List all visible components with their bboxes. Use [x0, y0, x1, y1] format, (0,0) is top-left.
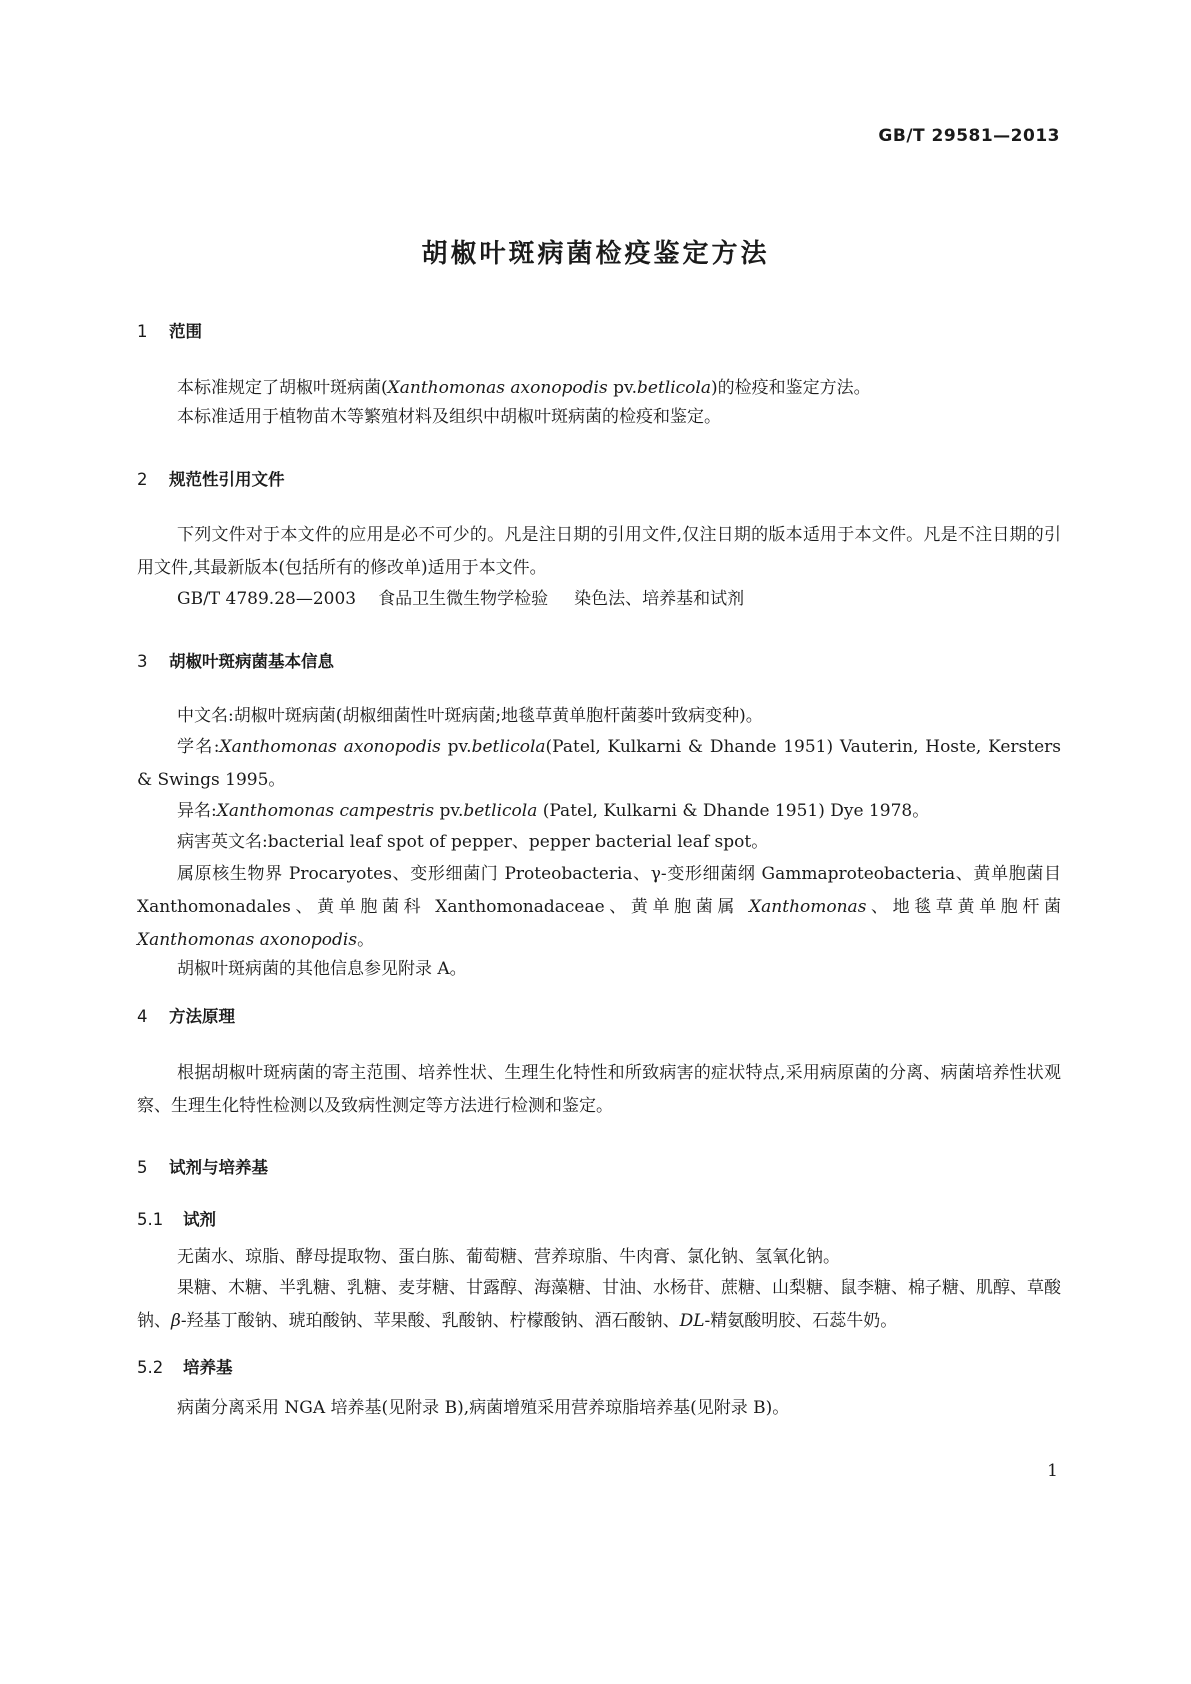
- document-title: 胡椒叶斑病菌检疫鉴定方法: [421, 239, 770, 269]
- reagents-paragraph-1: 无菌水、琼脂、酵母提取物、蛋白胨、葡萄糖、营养琼脂、牛肉膏、氯化钠、氢氧化钠。: [177, 1247, 840, 1267]
- section-title: 范围: [169, 322, 202, 341]
- section-title: 试剂: [183, 1210, 216, 1229]
- reagents-paragraph-2: 果糖、木糖、半乳糖、乳糖、麦芽糖、甘露醇、海藻糖、甘油、水杨苷、蔗糖、山梨糖、鼠李糖、棉子糖、肌醇、草酸钠、β-羟基丁酸钠、琥珀酸钠、苹果酸、乳酸钠、柠檬酸钠、酒石酸钠、DL-精氨酸明胶、石蕊牛奶。: [137, 1278, 1061, 1331]
- chinese-name-paragraph: 中文名:胡椒叶斑病菌(胡椒细菌性叶斑病菌;地毯草黄单胞杆菌蒌叶致病变种)。: [177, 706, 763, 726]
- pathovar-name: betlicola: [471, 737, 546, 757]
- section-number: 1: [137, 322, 148, 341]
- section-number: 5.1: [137, 1210, 164, 1229]
- scientific-name-paragraph: 学名:Xanthomonas axonopodis pv.betlicola(Patel, Kulkarni & Dhande 1951) Vauterin, Hoste, Kersters & Swings 1995。: [137, 737, 1061, 790]
- section-number: 5: [137, 1158, 148, 1177]
- reference-subtitle: 染色法、培养基和试剂: [574, 589, 745, 609]
- section-5-1-heading: [137, 1206, 216, 1230]
- species-name: Xanthomonas axonopodis: [137, 930, 358, 950]
- section-title: 胡椒叶斑病菌基本信息: [169, 652, 334, 671]
- section-title: 试剂与培养基: [169, 1158, 268, 1177]
- section-5-heading: [137, 1154, 268, 1178]
- dl-prefix: DL: [679, 1311, 705, 1331]
- culture-media-paragraph: 病菌分离采用 NGA 培养基(见附录 B),病菌增殖采用营养琼脂培养基(见附录 B)。: [177, 1398, 790, 1418]
- synonym-name: Xanthomonas campestris: [216, 801, 435, 821]
- section-3-heading: [137, 648, 334, 672]
- taxonomy-paragraph: 属原核生物界 Procaryotes、变形细菌门 Proteobacteria、γ-变形细菌纲 Gammaproteobacteria、黄单胞菌目 Xanthomonadales、黄单胞菌科 Xanthomonadaceae、黄单胞菌属 Xanthomonas、地毯草黄单胞杆菌 Xanthomonas axonopodis。: [137, 864, 1062, 950]
- section-title: 培养基: [183, 1358, 233, 1377]
- section-title: 方法原理: [169, 1007, 235, 1026]
- genus-name: Xanthomonas: [749, 897, 867, 917]
- section-1-heading: [137, 318, 202, 342]
- reference-code: GB/T 4789.28—2003: [177, 589, 357, 609]
- section-number: 4: [137, 1007, 148, 1026]
- other-info-paragraph: 胡椒叶斑病菌的其他信息参见附录 A。: [177, 959, 467, 979]
- section-number: 5.2: [137, 1358, 164, 1377]
- beta-symbol: β: [171, 1311, 181, 1331]
- pathovar-name: betlicola: [463, 801, 538, 821]
- synonym-paragraph: 异名:Xanthomonas campestris pv.betlicola (Patel, Kulkarni & Dhande 1951) Dye 1978。: [177, 801, 930, 821]
- scientific-name: Xanthomonas axonopodis: [387, 378, 608, 398]
- section-number: 2: [137, 470, 148, 489]
- page-number: 1: [1047, 1461, 1058, 1481]
- method-principle-paragraph: 根据胡椒叶斑病菌的寄主范围、培养性状、生理生化特性和所致病害的症状特点,采用病原菌的分离、病菌培养性状观察、生理生化特性检测以及致病性测定等方法进行检测和鉴定。: [137, 1063, 1061, 1116]
- section-title: 规范性引用文件: [169, 470, 285, 489]
- scope-paragraph-2: 本标准适用于植物苗木等繁殖材料及组织中胡椒叶斑病菌的检疫和鉴定。: [177, 407, 721, 427]
- pathovar-name: betlicola: [637, 378, 711, 398]
- reference-item: [137, 583, 1061, 616]
- scope-paragraph-1: 本标准规定了胡椒叶斑病菌(Xanthomonas axonopodis pv.betlicola)的检疫和鉴定方法。: [177, 378, 871, 398]
- section-number: 3: [137, 652, 148, 671]
- normative-references-paragraph: 下列文件对于本文件的应用是必不可少的。凡是注日期的引用文件,仅注日期的版本适用于本文件。凡是不注日期的引用文件,其最新版本(包括所有的修改单)适用于本文件。: [137, 525, 1061, 578]
- reference-title: 食品卫生微生物学检验: [378, 589, 549, 609]
- standard-code: GB/T 29581—2013: [878, 126, 1060, 146]
- english-name-paragraph: 病害英文名:bacterial leaf spot of pepper、pepper bacterial leaf spot。: [177, 832, 769, 852]
- section-2-heading: [137, 466, 285, 490]
- section-5-2-heading: [137, 1354, 233, 1378]
- scientific-name: Xanthomonas axonopodis: [219, 737, 441, 757]
- section-4-heading: [137, 1003, 235, 1027]
